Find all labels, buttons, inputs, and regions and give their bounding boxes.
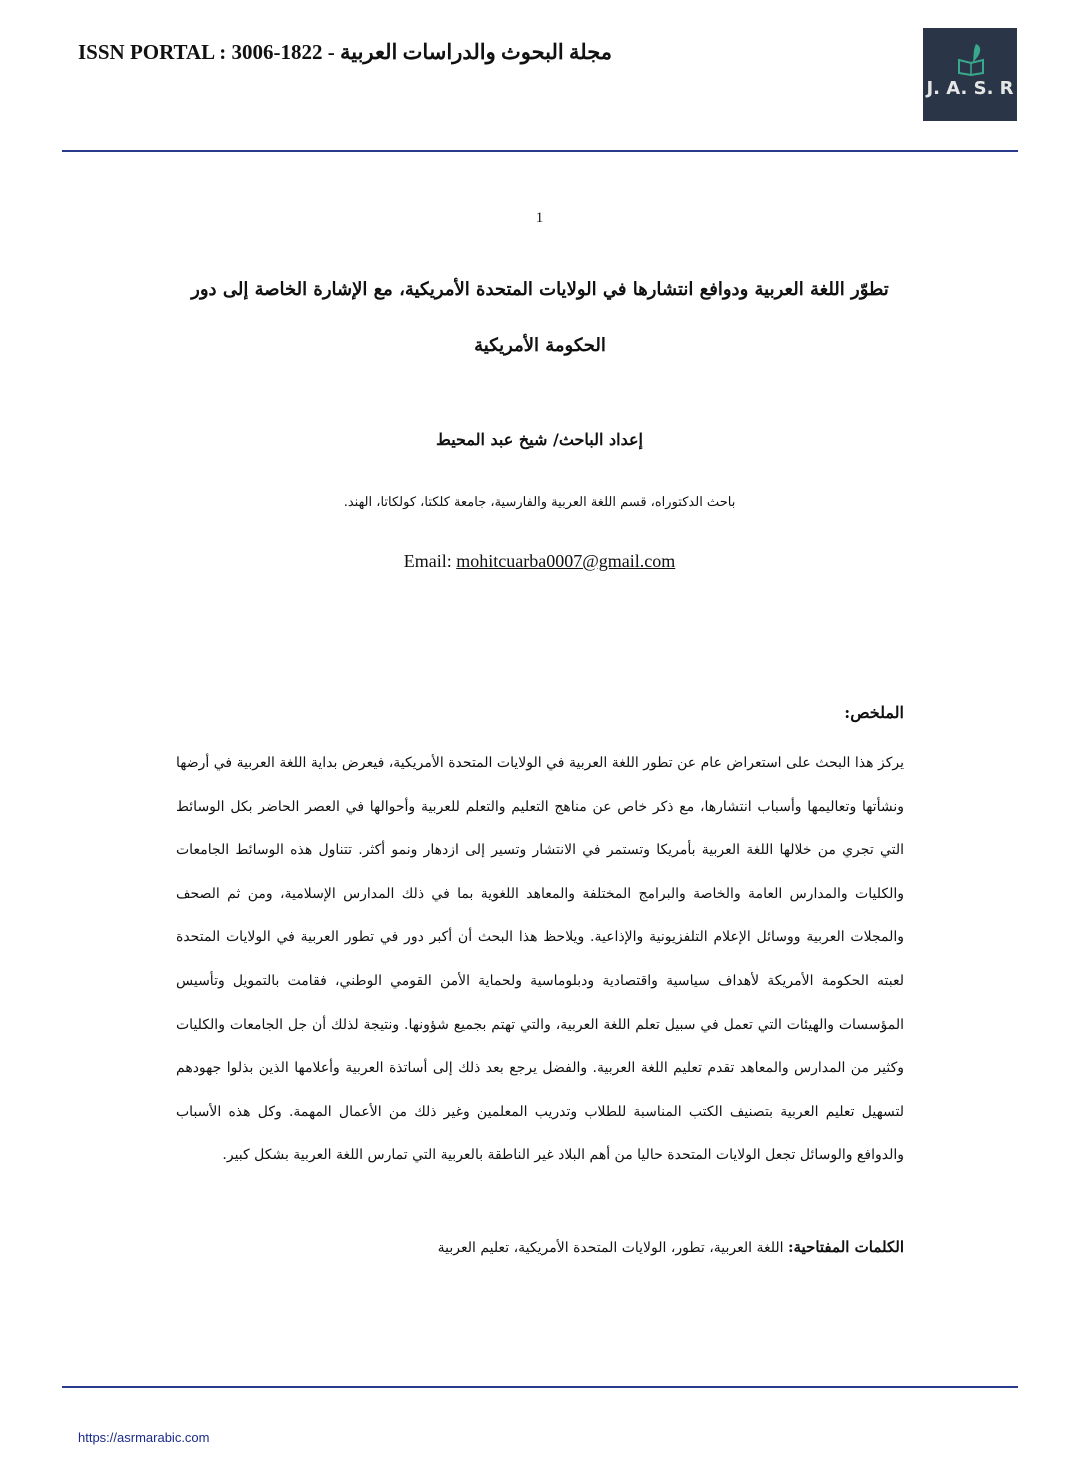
author-line: إعداد الباحث/ شيخ عبد المحيط	[436, 430, 643, 449]
journal-logo-text: J. A. S. R	[926, 78, 1014, 99]
header-divider	[62, 150, 1018, 152]
email-label: Email:	[403, 551, 457, 571]
keywords-label: الكلمات المفتاحية:	[787, 1238, 904, 1256]
abstract-body: يركز هذا البحث على استعراض عام عن تطور اللغة العربية في الولايات المتحدة الأمريكية، فيعرض بداية اللغة العربية في أرضها ونشأتها وتعاليمها وأسباب انتشارها، مع ذكر خاص عن مناهج التعليم والتعلم للعربية وأحوالها في العصر الحاضر بكل الوسائط التي تجري من خلالها اللغة العربية بأمريكا وتستمر في الانتشار وتسير إلى ازدهار ونمو أكثر. تتناول هذه الوسائط الجامعات والكليات والمدارس العامة والخاصة والبرامج المختلفة والمعاهد اللغوية بما في ذلك المدارس الإسلامية، ومن ثم الصحف والمجلات العربية ووسائل الإعلام التلفزيونية والإذاعية. ويلاحظ هذا البحث أن أكبر دور في تطور العربية في الولايات المتحدة لعبته الحكومة الأمريكة لأهداف سياسية واقتصادية ودبلوماسية ولحماية الأمن القومي الوطني، فقامت بالتمويل وتأسيس المؤسسات والهيئات التي تعمل في سبيل تعلم اللغة العربية، والتي تهتم بجميع شؤونها. ونتيجة لذلك أن جل الجامعات والكليات وكثير من المدارس والمعاهد تقدم تعليم اللغة العربية. والفضل يرجع بعد ذلك إلى أساتذة العربية وأعلامها الذين بذلوا جهودهم لتسهيل تعليم العربية بتصنيف الكتب المناسبة للطلاب وتدريب المعلمين وغير ذلك من الأعمال المهمة. وكل هذه الأسباب والدوافع والوسائل تجعل الولايات المتحدة حاليا من أهم البلاد غير الناطقة بالعربية التي تمارس اللغة العربية بشكل كبير.	[176, 755, 904, 1164]
book-with-quill-icon	[956, 42, 986, 76]
footer-divider	[62, 1386, 1018, 1388]
keywords-line	[176, 1238, 904, 1256]
email-link[interactable]: mohitcuarba0007@gmail.com	[456, 551, 676, 571]
journal-header-title: ISSN PORTAL : 3006-1822 - مجلة البحوث والدراسات العربية	[78, 40, 613, 64]
keywords-values: اللغة العربية، تطور، الولايات المتحدة الأمريكية، تعليم العربية	[437, 1240, 788, 1256]
footer-url-link[interactable]: https://asrmarabic.com	[78, 1430, 210, 1445]
author-affiliation: باحث الدكتوراه، قسم اللغة العربية والفارسية، جامعة كلكتا، كولكاتا، الهند.	[343, 495, 736, 510]
abstract-heading: الملخص:	[844, 703, 904, 722]
page-number: 1	[535, 210, 544, 226]
author-email	[0, 551, 1079, 572]
journal-logo	[923, 28, 1017, 121]
paper-title: تطوّر اللغة العربية ودوافع انتشارها في الولايات المتحدة الأمريكية، مع الإشارة الخاصة إلى دور الحكومة الأمريكية	[191, 279, 889, 356]
